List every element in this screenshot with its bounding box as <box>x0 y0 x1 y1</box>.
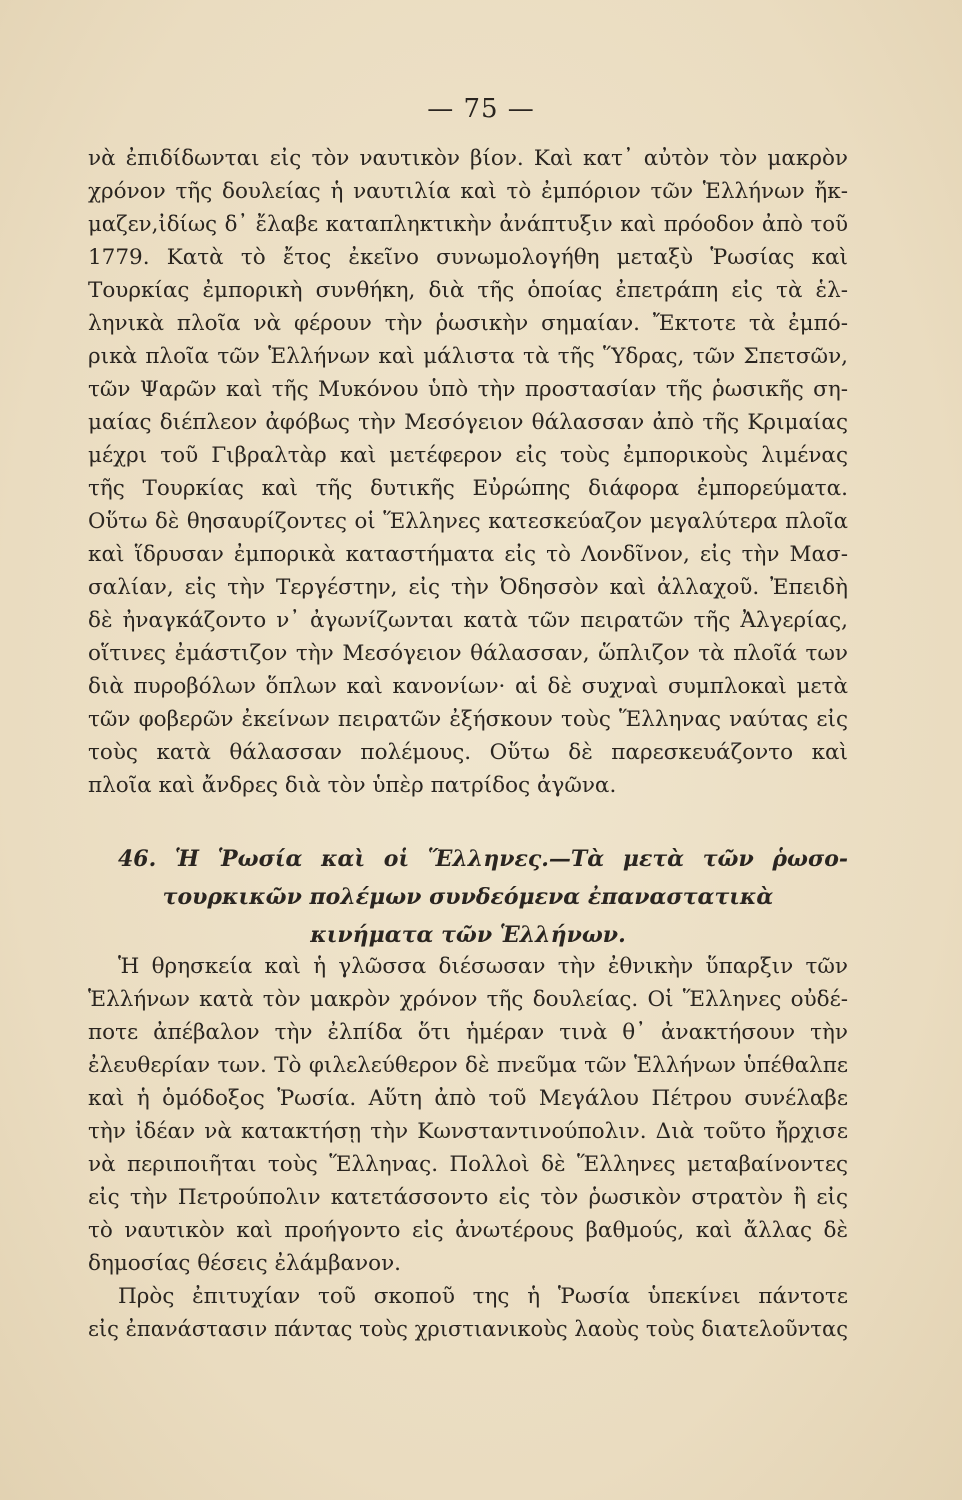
text-line: ποτε ἀπέβαλον τὴν ἐλπίδα ὅτι ἡμέραν τινὰ θ᾽ ἀνακτήσουν τὴν <box>88 1020 848 1045</box>
text-line: Τουρκίας ἐμπορικὴ συνθήκη, διὰ τῆς ὁποίας ἐπετράπη εἰς τὰ ἑλ- <box>88 278 848 303</box>
text-line: πλοῖα καὶ ἄνδρες διὰ τὸν ὑπὲρ πατρίδος ἀγῶνα. <box>88 773 617 798</box>
text-line: εἰς τὴν Πετρούπολιν κατετάσσοντο εἰς τὸν ῥωσικὸν στρατὸν ἢ εἰς <box>88 1185 848 1210</box>
text-line: ἐλευθερίαν των. Τὸ φιλελεύθερον δὲ πνεῦμα τῶν Ἑλλήνων ὑπέθαλπε <box>88 1053 848 1078</box>
text-line: οἵτινες ἐμάστιζον τὴν Μεσόγειον θάλασσαν, ὥπλιζον τὰ πλοῖά των <box>88 641 848 666</box>
paragraph-maritime-trade <box>88 142 848 802</box>
text-line: Πρὸς ἐπιτυχίαν τοῦ σκοποῦ της ἡ Ῥωσία ὑπεκίνει πάντοτε <box>118 1284 848 1309</box>
text-line: Ἡ θρησκεία καὶ ἡ γλῶσσα διέσωσαν τὴν ἐθνικὴν ὕπαρξιν τῶν <box>118 954 848 979</box>
heading-line: 46. Ἡ Ῥωσία καὶ οἱ Ἕλληνες.—Τὰ μετὰ τῶν ῥωσο- <box>118 846 848 872</box>
text-line: νὰ περιποιῆται τοὺς Ἕλληνας. Πολλοὶ δὲ Ἕλληνες μεταβαίνοντες <box>88 1152 848 1177</box>
text-line: καὶ ἡ ὁμόδοξος Ῥωσία. Αὕτη ἀπὸ τοῦ Μεγάλου Πέτρου συνέλαβε <box>88 1086 848 1111</box>
text-line: μέχρι τοῦ Γιβραλτὰρ καὶ μετέφερον εἰς τοὺς ἐμπορικοὺς λιμένας <box>88 443 848 468</box>
text-line: τῶν φοβερῶν ἐκείνων πειρατῶν ἐξήσκουν τοὺς Ἕλληνας ναύτας εἰς <box>88 707 848 732</box>
text-line: Οὕτω δὲ θησαυρίζοντες οἱ Ἕλληνες κατεσκεύαζον μεγαλύτερα πλοῖα <box>88 509 848 534</box>
section-heading <box>88 840 848 954</box>
text-line: τοὺς κατὰ θάλασσαν πολέμους. Οὕτω δὲ παρεσκευάζοντο καὶ <box>88 740 848 765</box>
text-line: τῆς Τουρκίας καὶ τῆς δυτικῆς Εὐρώπης διάφορα ἐμπορεύματα. <box>88 476 848 501</box>
text-line: νὰ ἐπιδίδωνται εἰς τὸν ναυτικὸν βίον. Καὶ κατ᾽ αὐτὸν τὸν μακρὸν <box>88 146 848 171</box>
heading-line: κινήματα τῶν Ἑλλήνων. <box>310 922 626 948</box>
text-line: χρόνον τῆς δουλείας ἡ ναυτιλία καὶ τὸ ἐμπόριον τῶν Ἑλλήνων ἤκ- <box>88 179 848 204</box>
text-line: ρικὰ πλοῖα τῶν Ἑλλήνων καὶ μάλιστα τὰ τῆς Ὕδρας, τῶν Σπετσῶν, <box>88 344 848 369</box>
text-line: 1779. Κατὰ τὸ ἔτος ἐκεῖνο συνωμολογήθη μεταξὺ Ῥωσίας καὶ <box>88 245 848 270</box>
paragraph-religion-and-russia <box>88 950 848 1346</box>
text-line: σαλίαν, εἰς τὴν Τεργέστην, εἰς τὴν Ὀδησσὸν καὶ ἀλλαχοῦ. Ἐπειδὴ <box>88 575 848 600</box>
text-line: καὶ ἵδρυσαν ἐμπορικὰ καταστήματα εἰς τὸ Λονδῖνον, εἰς τὴν Μασ- <box>88 542 848 567</box>
text-line: τὸ ναυτικὸν καὶ προήγοντο εἰς ἀνωτέρους βαθμούς, καὶ ἄλλας δὲ <box>88 1218 848 1243</box>
text-line: τὴν ἰδέαν νὰ κατακτήσῃ τὴν Κωνσταντινούπολιν. Διὰ τοῦτο ἤρχισε <box>88 1119 848 1144</box>
page-number: — 75 — <box>427 94 535 124</box>
text-line: μαζεν,ἰδίως δ᾽ ἔλαβε καταπληκτικὴν ἀνάπτυξιν καὶ πρόοδον ἀπὸ τοῦ <box>88 212 848 237</box>
text-line: μαίας διέπλεον ἀφόβως τὴν Μεσόγειον θάλασσαν ἀπὸ τῆς Κριμαίας <box>88 410 848 435</box>
heading-line: τουρκικῶν πολέμων συνδεόμενα ἐπαναστατικὰ <box>162 884 774 910</box>
text-line: διὰ πυροβόλων ὅπλων καὶ κανονίων· αἱ δὲ συχναὶ συμπλοκαὶ μετὰ <box>88 674 848 699</box>
text-line: δημοσίας θέσεις ἐλάμβανον. <box>88 1251 401 1276</box>
text-line: εἰς ἐπανάστασιν πάντας τοὺς χριστιανικοὺς λαοὺς τοὺς διατελοῦντας <box>88 1317 848 1341</box>
text-line: δὲ ἠναγκάζοντο ν᾽ ἀγωνίζωνται κατὰ τῶν πειρατῶν τῆς Ἀλγερίας, <box>88 608 848 633</box>
text-line: Ἑλλήνων κατὰ τὸν μακρὸν χρόνον τῆς δουλείας. Οἱ Ἕλληνες οὐδέ- <box>88 987 848 1012</box>
text-line: ληνικὰ πλοῖα νὰ φέρουν τὴν ῥωσικὴν σημαίαν. Ἔκτοτε τὰ ἐμπό- <box>88 311 848 336</box>
text-line: τῶν Ψαρῶν καὶ τῆς Μυκόνου ὑπὸ τὴν προστασίαν τῆς ῥωσικῆς ση- <box>88 377 848 402</box>
